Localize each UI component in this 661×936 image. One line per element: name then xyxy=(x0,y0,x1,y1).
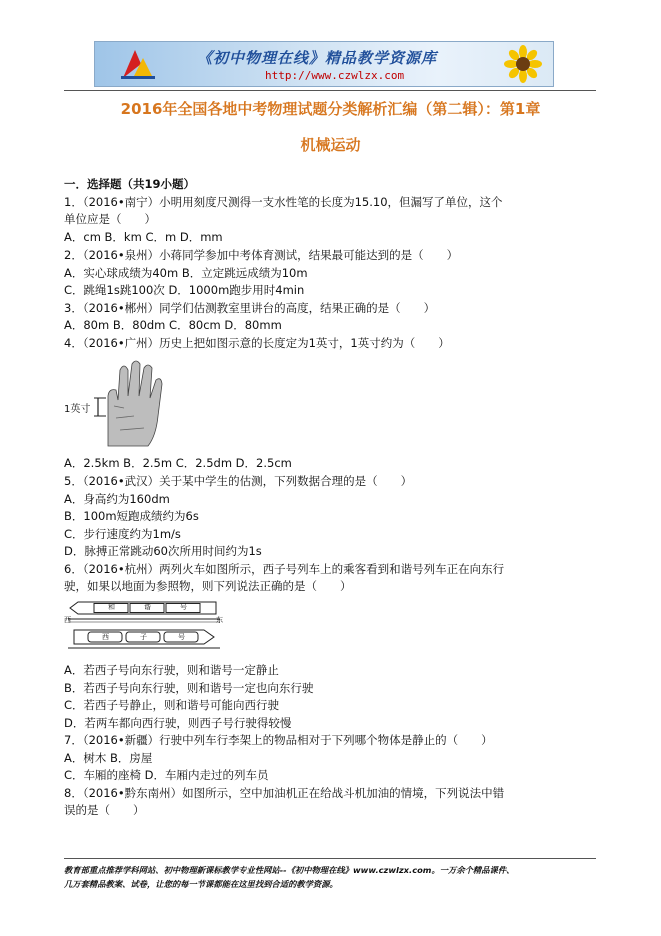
top-train-char: 谐 xyxy=(144,603,151,611)
top-train-char: 和 xyxy=(108,603,115,611)
banner-title: 《初中物理在线》精品教学资源库 xyxy=(197,49,438,67)
document-title-line2: 机械运动 xyxy=(300,136,361,154)
section-heading: 一．选择题（共19小题） xyxy=(64,177,196,191)
option-line: A．若西子号向东行驶，则和谐号一定静止 xyxy=(64,663,279,677)
header-banner xyxy=(94,41,554,87)
question-line: 驶，如果以地面为参照物，则下列说法正确的是（ ） xyxy=(64,579,352,593)
bottom-train-char: 西 xyxy=(102,633,109,641)
question-line: 3．（2016•郴州）同学们估测教室里讲台的高度，结果正确的是（ ） xyxy=(64,301,436,315)
q6-trains-figure xyxy=(64,598,224,656)
option-line: B．若西子号向东行驶，则和谐号一定也向东行驶 xyxy=(64,681,314,695)
question-line: 5．（2016•武汉）关于某中学生的估测，下列数据合理的是（ ） xyxy=(64,474,413,488)
q4-thumb-figure xyxy=(64,356,174,452)
hand-icon xyxy=(64,356,174,452)
option-line: C．步行速度约为1m/s xyxy=(64,527,181,541)
option-line: A．实心球成绩为40m B．立定跳远成绩为10m xyxy=(64,266,308,280)
option-line: C．若西子号静止，则和谐号可能向西行驶 xyxy=(64,698,280,712)
option-line: D．若两车都向西行驶，则西子号行驶得较慢 xyxy=(64,716,292,730)
question-line: 1．（2016•南宁）小明用刻度尺测得一支水性笔的长度为15.10，但漏写了单位，这个 xyxy=(64,195,503,209)
east-label: 东 xyxy=(216,616,223,624)
option-line: B．100m短跑成绩约为6s xyxy=(64,509,199,523)
option-line: C．跳绳1s跳100次 D．1000m跑步用时4min xyxy=(64,283,305,297)
top-train xyxy=(70,602,216,614)
question-line: 2．（2016•泉州）小蒋同学参加中考体育测试，结果最可能达到的是（ ） xyxy=(64,248,459,262)
banner-url[interactable]: http://www.czwlzx.com xyxy=(265,69,405,82)
q4-figure-label: 1英寸 xyxy=(64,404,91,415)
question-line: 单位应是（ ） xyxy=(64,212,156,226)
option-line: D．脉搏正常跳动60次所用时间约为1s xyxy=(64,544,262,558)
footer-line2: 几万套精品教案、试卷，让您的每一节课都能在这里找到合适的教学资源。 xyxy=(64,879,338,889)
option-line: A．身高约为160dm xyxy=(64,492,170,506)
sunflower-icon xyxy=(499,44,547,84)
option-line: A．cm B．km C．m D．mm xyxy=(64,230,223,244)
question-line: 4．（2016•广州）历史上把如图示意的长度定为1英寸，1英寸约为（ ） xyxy=(64,336,450,350)
question-line: 8．（2016•黔东南州）如图所示，空中加油机正在给战斗机加油的情境，下列说法中错 xyxy=(64,786,505,800)
bottom-train-char: 号 xyxy=(178,633,185,641)
header-rule xyxy=(64,90,596,91)
footer-rule xyxy=(64,858,596,859)
question-line: 误的是（ ） xyxy=(64,803,145,817)
top-train-char: 号 xyxy=(180,603,187,611)
question-line: 6．（2016•杭州）两列火车如图所示，西子号列车上的乘客看到和谐号列车正在向东行 xyxy=(64,562,505,576)
option-line: C．车厢的座椅 D．车厢内走过的列车员 xyxy=(64,768,269,782)
bottom-train-char: 子 xyxy=(140,633,147,641)
west-label: 西 xyxy=(64,616,71,624)
option-line: A．2.5km B．2.5m C．2.5dm D．2.5cm xyxy=(64,456,292,470)
question-line: 7．（2016•新疆）行驶中列车行李架上的物品相对于下列哪个物体是静止的（ ） xyxy=(64,733,493,747)
option-line: A．80m B．80dm C．80cm D．80mm xyxy=(64,318,282,332)
document-title-line1: 2016年全国各地中考物理试题分类解析汇编（第二辑）：第1章 xyxy=(120,100,541,118)
option-line: A．树木 B．房屋 xyxy=(64,751,153,765)
site-logo-icon xyxy=(121,48,155,80)
footer-line1: 教育部重点推荐学科网站、初中物理新课标教学专业性网站--《初中物理在线》www.czwlzx.com。一万余个精品课件、 xyxy=(64,865,515,875)
